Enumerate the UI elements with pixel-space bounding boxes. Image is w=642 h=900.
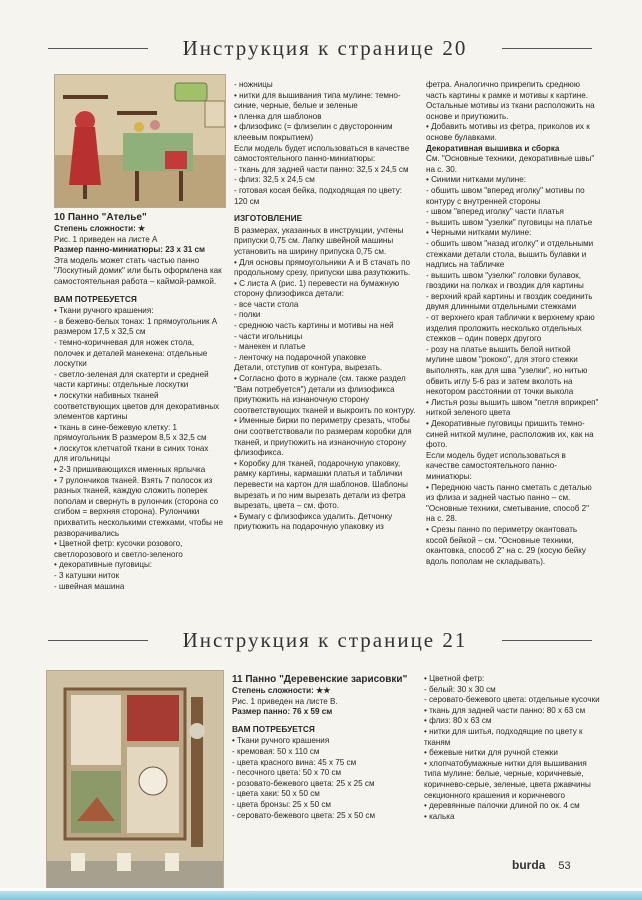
text-line: - части игольницы [234, 331, 303, 341]
text-line: • Цветной фетр: [424, 674, 485, 683]
text-line: • декоративные пуговицы: [54, 560, 153, 570]
text-line: - темно-коричневая для ножек стола, полочек и деталей манекена: отдельные лоскутки [54, 337, 208, 369]
heading-rule-right-2 [502, 640, 592, 641]
text-line: См. "Основные техники, декоративные швы" на с. 30. [426, 154, 595, 174]
text-line: Если модель будет использоваться в качестве самостоятельного панно-миниатюры: [234, 143, 410, 164]
text-line: • деревянные палочки длиной по ок. 4 см [424, 801, 580, 811]
text-line: - манекен и платье [234, 342, 306, 352]
text-line: • Листья розы вышить швом "петля вприкреп" ниткой зеленого цвета [426, 397, 599, 418]
text-line: 10 Панно "Ателье" [54, 212, 147, 223]
text-line: Степень сложности: ★ [54, 224, 146, 233]
text-line: • калька [424, 811, 455, 821]
text-line: Рис. 1 приведен на листе В. [232, 696, 338, 706]
text-line: • нитки для вышивания типа мулине: темно-синие, черные, белые и зеленые [234, 90, 401, 111]
text-line: - от верхнего края таблички к верхнему краю изделия проложить несколько отдельных стежков – один поверх другого [426, 313, 595, 344]
text-line: • Именные бирки по периметру срезать, чтобы они соответствовали по размерам коробки для тканей, и приутюжить на изнаночную сторону флизофикса. [234, 416, 412, 458]
text-line: Размер панно: 76 x 59 см [232, 707, 333, 717]
text-line: - кремовая: 50 x 110 см [232, 746, 320, 756]
text-line: • Переднюю часть панно сметать с деталью из флиза и задней частью панно – см. "Основные техники, сметывание, способ 2" на с. 28. [426, 482, 592, 524]
text-line: • Добавить мотивы из фетра, приколов их к основе булавками. [426, 122, 590, 142]
text-line: - обшить швом "назад иголку" и отдельными стежками детали стола, вышить булавки и надпись на табличке [426, 238, 594, 270]
text-line: • 7 рулончиков тканей. Взять 7 полосок из разных тканей, каждую сложить поперек пополам и свернуть в рулончик (сторона со сгибом = верхняя сторона). Рулончики прихватить несколькими стежками, чтобы не разворачивались [54, 475, 223, 538]
text-line: • Цветной фетр: кусочки розового, светлорозового и светло-зеленого [54, 539, 183, 559]
text-line: • лоскутки набивных тканей соответствующих цветов для декоративных элементов картины [54, 390, 220, 422]
text-line: - швейная машина [54, 581, 125, 591]
text-line: - цвета бронзы: 25 x 50 см [232, 799, 331, 809]
text-line: - ленточку на подарочной упаковке [234, 352, 367, 362]
text-line: • лоскуток клетчатой ткани в синих тонах для игольницы [54, 443, 209, 464]
column-3-bottom-instructions [424, 674, 602, 822]
bottom-stripe [0, 888, 642, 900]
heading-rule-left [48, 48, 148, 49]
text-line: - швом "вперед иголку" части платья [426, 207, 564, 217]
text-line: • Декоративные пуговицы пришить темно-синей ниткой мулине, расположив их, как на фото. [426, 419, 594, 450]
atelier-panel-illustration [55, 75, 225, 207]
text-line: • Ткани ручного крашения [232, 736, 330, 746]
text-line: В размерах, указанных в инструкции, учтены припуски 0,75 см. Лапку швейной машины установить на ширину припуска 0,75 см. [234, 225, 404, 256]
heading-rule-right [502, 48, 592, 49]
heading-rule-left-2 [48, 640, 148, 641]
text-line: • Бумагу с флизофикса удалить. Детчонку приутюжить на подарочную упаковку из [234, 511, 393, 532]
text-line: • Черными нитками мулине: [426, 228, 532, 238]
text-line: Рис. 1 приведен на листе А [54, 234, 158, 244]
page-number: 53 [558, 860, 571, 872]
text-line: • нитки для шитья, подходящие по цвету к тканям [424, 726, 583, 747]
text-line: Размер панно-миниатюры: 23 x 31 см [54, 245, 205, 255]
burda-logo: burda [512, 858, 546, 872]
text-line: - белый: 30 x 30 см [424, 684, 496, 694]
text-line: • Ткани ручного крашения: [54, 306, 154, 316]
text-line: - ножницы [234, 80, 273, 89]
text-line: - полки [234, 310, 261, 320]
text-line: Эта модель может стать частью панно "Лоскутный домик" или быть оформлена как самостоятельная работа – каймой-рамкой. [54, 255, 222, 286]
text-line: - песочного цвета: 50 x 70 см [232, 768, 342, 778]
village-panel-photo [46, 670, 224, 894]
text-line: - вышить швом "узелки" головки булавок, гвоздики на полках и гвоздик для картины [426, 270, 584, 291]
text-line: ВАМ ПОТРЕБУЕТСЯ [232, 723, 315, 734]
text-line: • хлопчатобумажные нитки для вышивания типа мулине: белые, черные, коричневые, коричнево-серые, зеленые, цвета ржавчины секционного крашения и коричневого [424, 758, 591, 800]
text-line: - цвета красного вина: 45 x 75 см [232, 757, 357, 767]
column-1-instructions [54, 212, 224, 592]
village-panel-illustration [47, 671, 223, 893]
text-line: - розовато-бежевого цвета: 25 x 25 см [232, 778, 375, 788]
text-line: • ткань в сине-бежевую клетку: 1 прямоугольник В размером 8,5 x 32,5 см [54, 422, 207, 443]
text-line: - обшить швом "вперед иголку" мотивы по контуру с внутренней стороны [426, 185, 585, 206]
text-line: фетра. Аналогично прикрепить среднюю часть картины к рамке и мотивы к картине. Остальные мотивы из ткани расположить на основе и приутюжить. [426, 80, 595, 121]
text-line: - в бежево-белых тонах: 1 прямоугольник А размером 17,5 x 32,5 см [54, 316, 218, 337]
text-line: • флизофикс (= флизелин с двусторонним клеевым покрытием) [234, 122, 393, 142]
text-line: • Согласно фото в журнале (см. также раздел "Вам потребуется") детали из флизофикса приутюжить на изнаночную сторону соответствующих тканей и выкроить по контуру. [234, 374, 416, 415]
text-line: - 3 катушки ниток [54, 571, 120, 580]
text-line: - флиз: 32,5 x 24,5 см [234, 175, 315, 185]
text-line: • флиз: 80 x 63 см [424, 716, 492, 726]
column-2-instructions [234, 80, 416, 533]
text-line: • Коробку для тканей, подарочную упаковку, рамку картины, кармашки платья и таблички перевести на картон для шаблонов. Шаблоны вырезать и по ним вырезать детали из фетра вырезать, цвета – см. фото. [234, 458, 408, 511]
section-heading-page-21: Инструкция к странице 21 [182, 628, 468, 652]
text-line: Декоративная вышивка и сборка [426, 143, 560, 153]
text-line: Степень сложности: ★★ [232, 686, 331, 695]
text-line: - серовато-бежевого цвета: 25 x 50 см [232, 810, 376, 820]
section-heading-page-20: Инструкция к странице 20 [182, 36, 468, 60]
text-line: Если модель будет использоваться в качестве самостоятельного панно-миниатюры: [426, 450, 566, 481]
text-line: - серовато-бежевого цвета: отдельные кусочки [424, 695, 600, 705]
text-line: • Срезы панно по периметру окантовать косой бейкой – см. "Основные техники, окантовка, способ 2" на с. 29 (косую бейку вдоль пополам не складывать). [426, 524, 586, 566]
page-footer [512, 858, 571, 872]
text-line: ИЗГОТОВЛЕНИЕ [234, 213, 303, 224]
text-line: - все части стола [234, 299, 299, 309]
text-line: - вышить швом "узелки" пуговицы на платье [426, 217, 593, 227]
text-line: Детали, отступив от контура, вырезать. [234, 363, 383, 373]
column-3-instructions [426, 80, 600, 567]
text-line: ВАМ ПОТРЕБУЕТСЯ [54, 293, 137, 304]
text-line: - верхний край картины и гвоздик соединить двумя длинными отдельными стежками [426, 291, 593, 312]
text-line: - готовая косая бейка, подходящая по цвету: 120 см [234, 185, 403, 206]
text-line: • С листа А (рис. 1) перевести на бумажную сторону флизофикса детали: [234, 278, 400, 299]
text-line: - светло-зеленая для скатерти и средней части картины: отдельные лоскутки [54, 369, 209, 390]
text-line: - ткань для задней части панно: 32,5 x 24,5 см [234, 164, 409, 174]
atelier-panel-photo [54, 74, 226, 208]
text-line: • Синими нитками мулине: [426, 175, 527, 185]
text-line: - среднюю часть картины и мотивы на ней [234, 321, 394, 331]
text-line: • ткань для задней части панно: 80 x 63 см [424, 705, 586, 715]
text-line: • 2-3 пришивающихся именных ярлычка [54, 465, 206, 475]
text-line: • пленка для шаблонов [234, 111, 322, 121]
text-line: - розу на платье вышить белой ниткой мулине швом "рококо", для этого стежки выполнять, как для шва "узелки", но нитью обвить иглу 5-6 раз и затем вколоть на некотором расстоянии от точки выкола [426, 344, 588, 397]
column-2-bottom-instructions [232, 674, 412, 821]
text-line: • Для основы прямоугольники А и В стачать по продольному срезу, припуски шва разутюжить. [234, 257, 411, 278]
text-line: - цвета хаки: 50 x 50 см [232, 789, 320, 799]
text-line: 11 Панно "Деревенские зарисовки" [232, 674, 408, 685]
text-line: • бежевые нитки для ручной стежки [424, 748, 558, 758]
